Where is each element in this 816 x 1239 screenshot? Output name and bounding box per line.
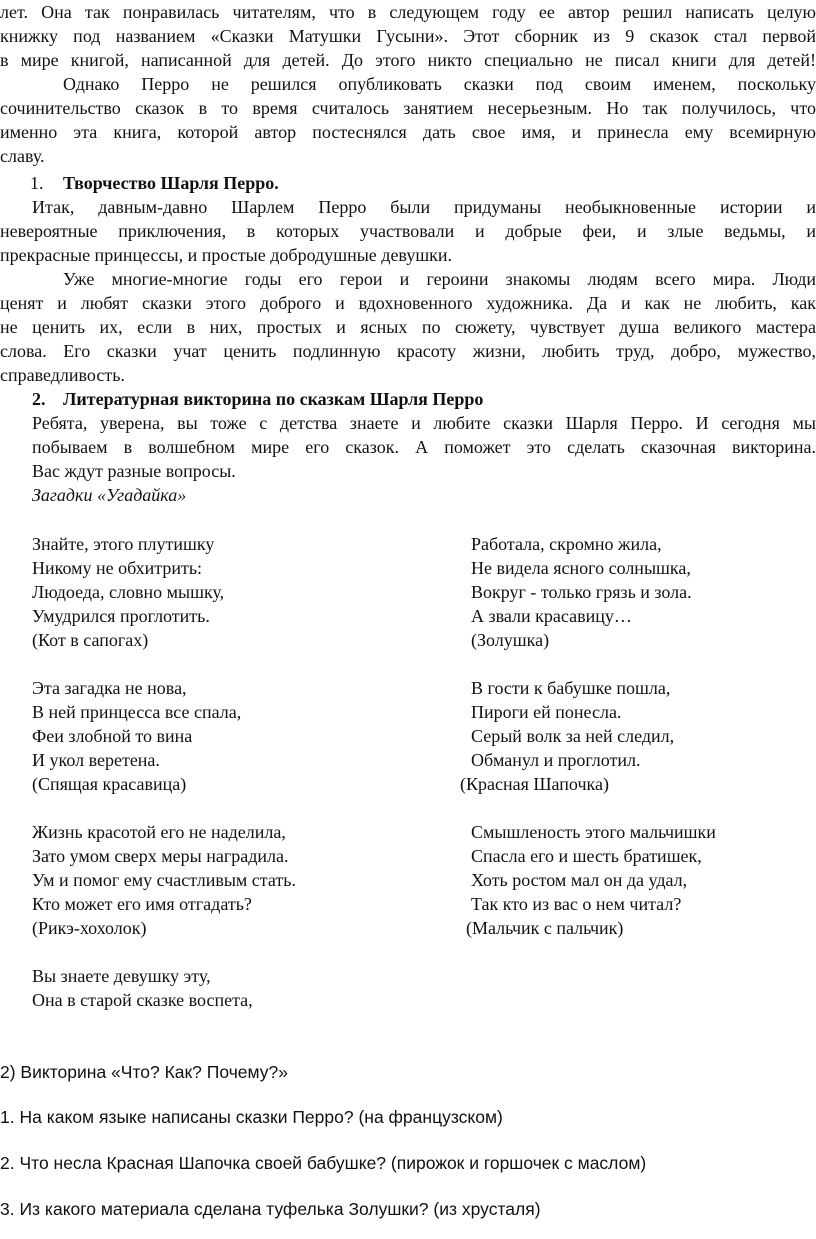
- riddle-line: Вы знаете девушку эту,: [32, 966, 211, 986]
- section-number: 2.: [32, 389, 46, 409]
- riddle-answer: (Мальчик с пальчик): [466, 918, 624, 938]
- quiz-question: 3. Из какого материала сделана туфелька Золушки? (из хрусталя): [0, 1199, 541, 1219]
- section-number: 1.: [30, 173, 44, 193]
- riddle-line: Серый волк за ней следил,: [471, 726, 675, 746]
- riddle-answer: (Спящая красавица): [32, 774, 187, 794]
- riddle-line: Умудрился проглотить.: [32, 606, 210, 626]
- riddle-line: Пироги ей понесла.: [471, 702, 622, 722]
- text-line: слова. Его сказки учат ценить подлинную красоту жизни, любить труд, добро, мужество,: [0, 341, 816, 361]
- text-line: не ценить их, если в них, простых и ясных по сюжету, чувствует душа великого мастера: [0, 317, 816, 337]
- riddle-line: Обманул и проглотил.: [471, 750, 641, 770]
- text-line: прекрасные принцессы, и простые добродушные девушки.: [0, 245, 453, 265]
- riddle-answer: (Красная Шапочка): [460, 774, 609, 794]
- section-title: Творчество Шарля Перро.: [63, 173, 279, 193]
- riddle-line: Спасла его и шесть братишек,: [471, 846, 702, 866]
- riddle-line: Не видела ясного солнышка,: [471, 558, 691, 578]
- riddle-line: Хоть ростом мал он да удал,: [471, 870, 688, 890]
- text-line: Уже многие-многие годы его герои и героини знакомы людям всего мира. Люди: [63, 269, 816, 289]
- riddle-line: Вокруг - только грязь и зола.: [471, 582, 692, 602]
- riddle-line: И укол веретена.: [32, 750, 160, 770]
- riddle-line: Зато умом сверх меры наградила.: [32, 846, 289, 866]
- riddle-line: Ум и помог ему счастливым стать.: [32, 870, 296, 890]
- riddle-line: Кто может его имя отгадать?: [32, 894, 252, 914]
- riddle-line: Она в старой сказке воспета,: [32, 990, 253, 1010]
- text-line: справедливость.: [0, 365, 125, 385]
- riddle-answer: (Кот в сапогах): [32, 630, 149, 650]
- text-line: побываем в волшебном мире его сказок. А поможет это сделать сказочная викторина.: [32, 437, 816, 457]
- riddle-line: Знайте, этого плутишку: [32, 534, 215, 554]
- riddle-line: Смышленость этого мальчишки: [471, 822, 716, 842]
- riddle-line: Феи злобной то вина: [32, 726, 193, 746]
- text-line: ценят и любят сказки этого доброго и вдохновенного художника. Да и как не любить, как: [0, 293, 816, 313]
- riddle-line: Людоеда, словно мышку,: [32, 582, 225, 602]
- riddle-answer: (Золушка): [471, 630, 550, 650]
- quiz-question: 1. На каком языке написаны сказки Перро? (на французском): [0, 1107, 503, 1127]
- section-title: Литературная викторина по сказкам Шарля Перро: [63, 389, 484, 409]
- text-line: Однако Перро не решился опубликовать сказки под своим именем, поскольку: [63, 74, 816, 94]
- riddle-answer: (Рикэ-хохолок): [32, 918, 147, 938]
- text-line: лет. Она так понравилась читателям, что в следующем году ее автор решил написать целую: [0, 2, 816, 22]
- text-line: Вас ждут разные вопросы.: [32, 461, 236, 481]
- text-line: Итак, давным-давно Шарлем Перро были придуманы необыкновенные истории и: [32, 197, 816, 217]
- riddle-line: Так кто из вас о нем читал?: [471, 894, 682, 914]
- text-line: в мире книгой, написанной для детей. До этого никто специально не писал книги для детей!: [0, 50, 816, 70]
- riddle-line: Работала, скромно жила,: [471, 534, 662, 554]
- text-line: книжку под названием «Сказки Матушки Гусыни». Этот сборник из 9 сказок стал первой: [0, 26, 816, 46]
- riddle-line: В гости к бабушке пошла,: [471, 678, 671, 698]
- text-line: именно эта книга, которой автор постеснялся дать свое имя, и принесла ему всемирную: [0, 122, 816, 142]
- text-line: Ребята, уверена, вы тоже с детства знаете и любите сказки Шарля Перро. И сегодня мы: [32, 413, 816, 433]
- text-line: невероятные приключения, в которых участвовали и добрые феи, и злые ведьмы, и: [0, 221, 816, 241]
- quiz-question: 2. Что несла Красная Шапочка своей бабушке? (пирожок и горшочек с маслом): [0, 1153, 647, 1173]
- riddle-line: Эта загадка не нова,: [32, 678, 187, 698]
- riddle-line: Никому не обхитрить:: [32, 558, 203, 578]
- riddle-line: Жизнь красотой его не наделила,: [32, 822, 286, 842]
- text-line: славу.: [0, 146, 45, 166]
- quiz-title: 2) Викторина «Что? Как? Почему?»: [0, 1062, 288, 1082]
- riddles-heading: Загадки «Угадайка»: [32, 485, 187, 505]
- riddle-line: В ней принцесса все спала,: [32, 702, 242, 722]
- text-line: сочинительство сказок в то время считалось занятием несерьезным. Но так получилось, что: [0, 98, 816, 118]
- riddle-line: А звали красавицу…: [471, 606, 632, 626]
